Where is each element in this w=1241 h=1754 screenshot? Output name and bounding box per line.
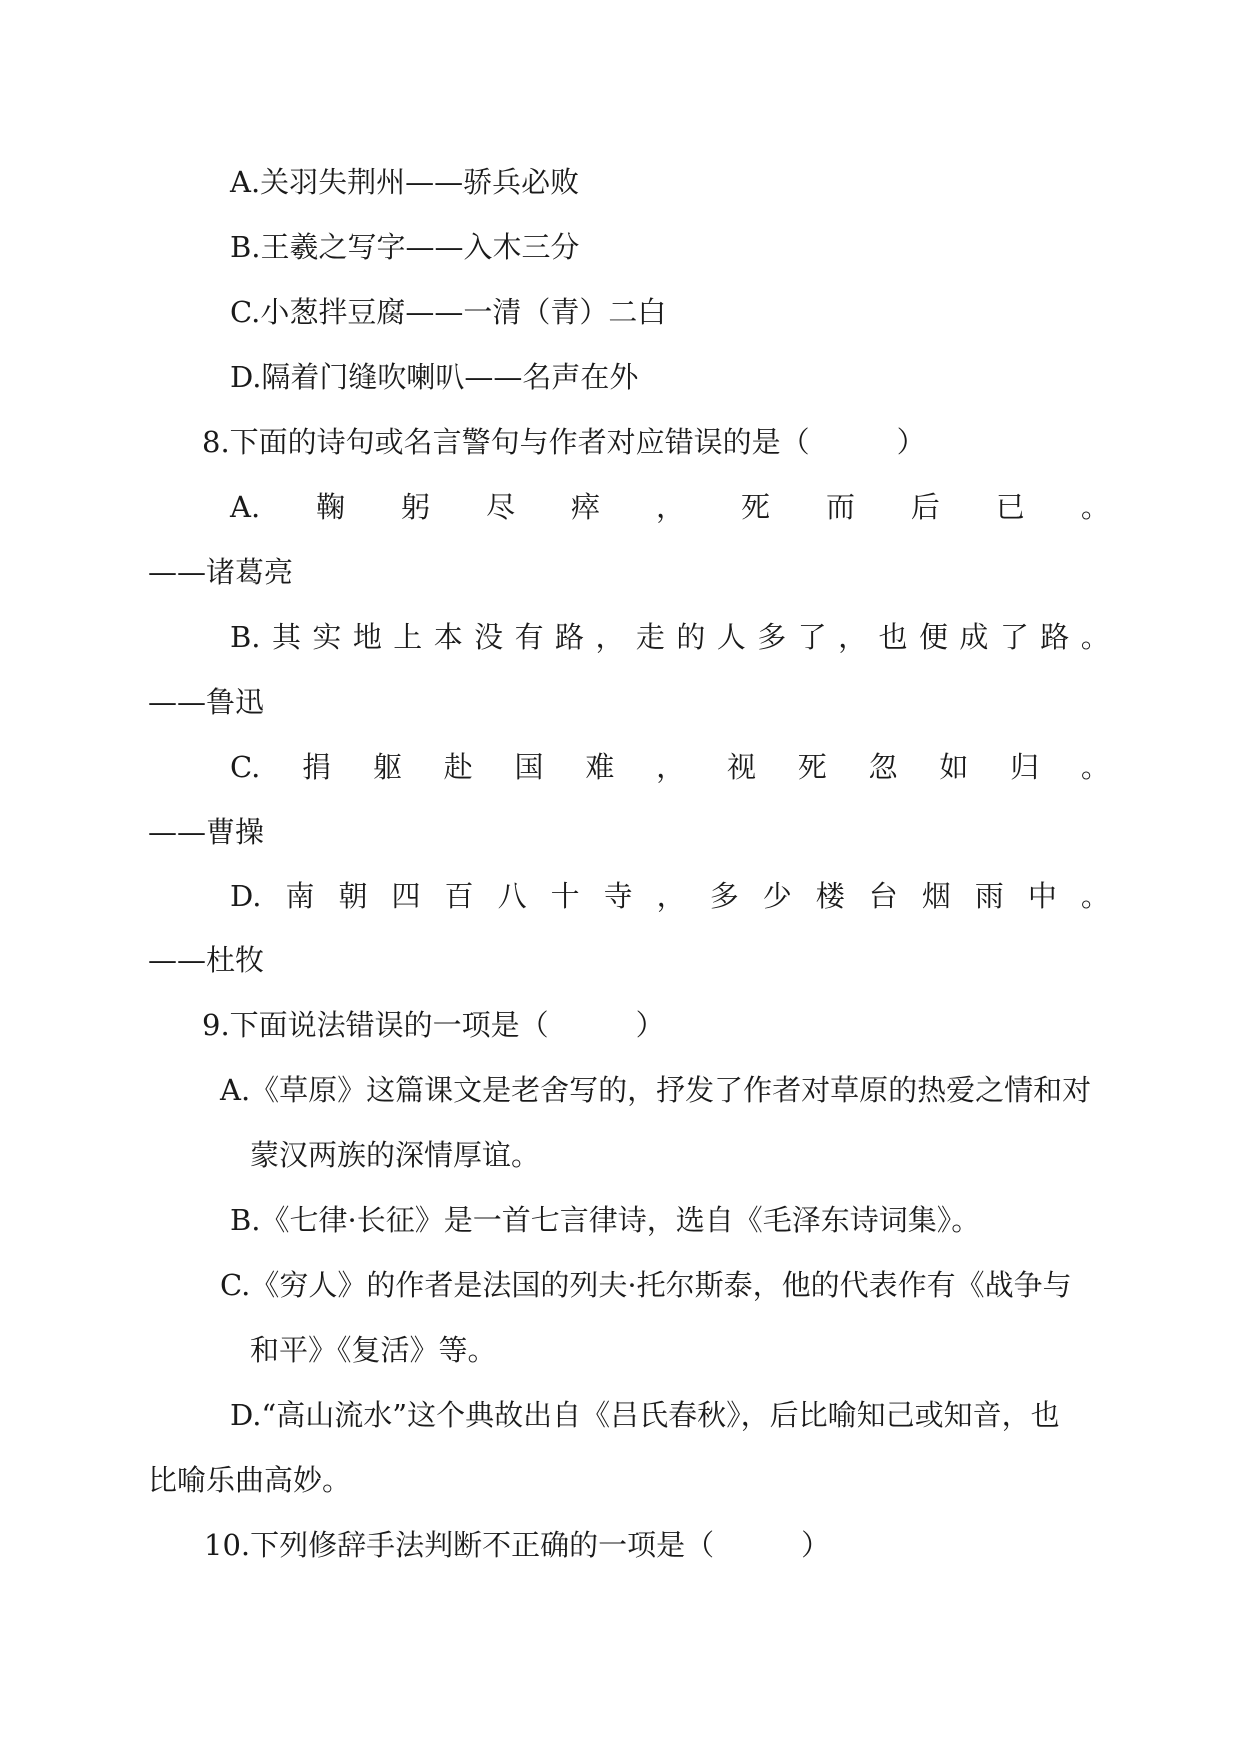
justified-char: 死 — [797, 750, 827, 784]
q8-option-d-author: ——杜牧 — [148, 943, 265, 977]
justified-char: 八 — [497, 879, 527, 913]
q9-option-d-line2: 比喻乐曲高妙。 — [148, 1463, 352, 1497]
justified-char: 楼 — [815, 879, 845, 913]
justified-char: 人 — [716, 620, 746, 654]
justified-char: 路 — [1040, 620, 1070, 654]
justified-char: 中 — [1027, 879, 1057, 913]
justified-char: 实 — [312, 620, 342, 654]
justified-char: 躬 — [401, 490, 431, 524]
justified-char: 归 — [1010, 750, 1040, 784]
q9-option-b: B.《七律·长征》是一首七言律诗，选自《毛泽东诗词集》。 — [230, 1203, 981, 1237]
justified-char: 鞠 — [316, 490, 346, 524]
justified-char: 。 — [1080, 490, 1110, 524]
justified-char: 多 — [709, 879, 739, 913]
justified-char: 多 — [757, 620, 787, 654]
justified-char: D. — [230, 879, 262, 913]
justified-char: ， — [656, 490, 686, 524]
justified-char: 而 — [825, 490, 855, 524]
q8-option-b — [230, 617, 1110, 657]
q8-option-d — [230, 876, 1110, 916]
justified-char: 国 — [514, 750, 544, 784]
justified-char: 躯 — [372, 750, 402, 784]
justified-char: 死 — [740, 490, 770, 524]
justified-char: ， — [656, 879, 686, 913]
justified-char: 忽 — [868, 750, 898, 784]
justified-char: 了 — [797, 620, 827, 654]
q9-option-c-line2: 和平》《复活》等。 — [250, 1333, 497, 1367]
justified-char: 走 — [635, 620, 665, 654]
justified-char: C. — [230, 750, 261, 784]
justified-char: 朝 — [338, 879, 368, 913]
justified-char: 难 — [585, 750, 615, 784]
justified-char: 便 — [918, 620, 948, 654]
q10-stem: 10.下列修辞手法判断不正确的一项是（ ） — [204, 1528, 831, 1562]
justified-char: 地 — [352, 620, 382, 654]
justified-char: 百 — [444, 879, 474, 913]
justified-char: 其 — [271, 620, 301, 654]
q7-option-b: B.王羲之写字——入木三分 — [230, 230, 580, 264]
q9-option-c-line1: C.《穷人》的作者是法国的列夫·托尔斯泰，他的代表作有《战争与 — [220, 1268, 1072, 1302]
justified-char: 赴 — [443, 750, 473, 784]
justified-char: 视 — [726, 750, 756, 784]
justified-char: A. — [230, 490, 261, 524]
justified-char: 的 — [676, 620, 706, 654]
justified-char: 没 — [474, 620, 504, 654]
justified-char: 。 — [1080, 750, 1110, 784]
q8-option-a-author: ——诸葛亮 — [148, 555, 294, 589]
justified-char: 如 — [939, 750, 969, 784]
q8-option-c-author: ——曹操 — [148, 815, 265, 849]
justified-char: 上 — [393, 620, 423, 654]
q8-option-a — [230, 487, 1110, 527]
justified-char: 寺 — [603, 879, 633, 913]
justified-char: ， — [838, 620, 868, 654]
justified-char: 后 — [910, 490, 940, 524]
q9-stem: 9.下面说法错误的一项是（ ） — [202, 1008, 665, 1042]
justified-char: 台 — [868, 879, 898, 913]
justified-char: 瘁 — [571, 490, 601, 524]
justified-char: 捐 — [302, 750, 332, 784]
justified-char: 有 — [514, 620, 544, 654]
justified-char: 成 — [959, 620, 989, 654]
q9-option-a-line1: A.《草原》这篇课文是老舍写的，抒发了作者对草原的热爱之情和对 — [220, 1073, 1092, 1107]
justified-char: 尽 — [486, 490, 516, 524]
q7-option-a: A.关羽失荆州——骄兵必败 — [230, 165, 580, 199]
justified-char: 烟 — [921, 879, 951, 913]
justified-char: 十 — [550, 879, 580, 913]
justified-char: 了 — [999, 620, 1029, 654]
q9-option-a-line2: 蒙汉两族的深情厚谊。 — [250, 1138, 541, 1172]
justified-char: 。 — [1080, 879, 1110, 913]
q8-option-c — [230, 747, 1110, 787]
justified-char: 南 — [285, 879, 315, 913]
justified-char: 也 — [878, 620, 908, 654]
q8-stem: 8.下面的诗句或名言警句与作者对应错误的是（ ） — [202, 425, 926, 459]
justified-char: 雨 — [974, 879, 1004, 913]
justified-char: 本 — [433, 620, 463, 654]
q8-option-b-author: ——鲁迅 — [148, 685, 265, 719]
justified-char: ， — [595, 620, 625, 654]
q7-option-d: D.隔着门缝吹喇叭——名声在外 — [230, 360, 639, 394]
justified-char: 四 — [391, 879, 421, 913]
justified-char: 。 — [1080, 620, 1110, 654]
justified-char: B. — [230, 620, 261, 654]
justified-char: 少 — [762, 879, 792, 913]
justified-char: 路 — [555, 620, 585, 654]
justified-char: ， — [656, 750, 686, 784]
q7-option-c: C.小葱拌豆腐——一清（青）二白 — [230, 295, 667, 329]
q9-option-d-line1: D.“高山流水”这个典故出自《吕氏春秋》，后比喻知己或知音，也 — [230, 1398, 1060, 1432]
justified-char: 已 — [995, 490, 1025, 524]
